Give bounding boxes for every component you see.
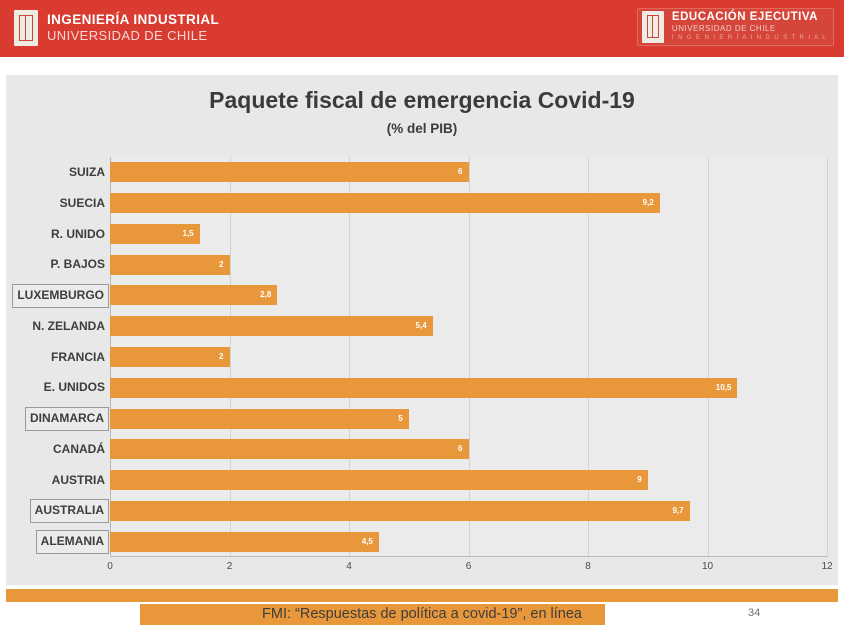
- bar-row: [59, 188, 827, 219]
- bar-row: [34, 495, 827, 526]
- header-left-line2: UNIVERSIDAD DE CHILE: [47, 28, 208, 43]
- x-axis-tick-label: 0: [107, 561, 113, 572]
- bar-row: [50, 249, 827, 280]
- category-label: FRANCIA: [51, 349, 105, 364]
- bar-row: [51, 465, 827, 496]
- university-crest-icon: [14, 10, 38, 46]
- bar-value-label: 6: [458, 167, 463, 177]
- bar-value-label: 6: [458, 444, 463, 454]
- chart-subtitle: (% del PIB): [386, 121, 458, 136]
- bar-value-label: 5: [398, 413, 403, 423]
- page-number: 34: [748, 607, 761, 619]
- bar: [110, 162, 469, 182]
- x-axis-tick-label: 6: [465, 561, 472, 572]
- bar-value-label: 9: [637, 475, 642, 485]
- bar: [110, 501, 690, 521]
- bar: [110, 224, 200, 244]
- x-axis-tick-label: 8: [585, 561, 591, 572]
- x-axis-tick-label: 2: [226, 561, 233, 572]
- header-left-line1: INGENIERÍA INDUSTRIAL: [47, 12, 220, 27]
- header-right-line3: I N G E N I E R Í A I N D U S T R I A L: [671, 35, 827, 41]
- category-label: R. UNIDO: [51, 226, 105, 241]
- bar-row: [40, 526, 827, 557]
- bar-value-label: 9,7: [672, 505, 684, 515]
- category-label: AUSTRALIA: [30, 499, 109, 523]
- category-label: E. UNIDOS: [43, 380, 105, 395]
- bar-row: [43, 372, 827, 403]
- header-left-brand: [14, 10, 219, 46]
- bar: [110, 285, 277, 305]
- bar: [110, 532, 379, 552]
- bar-value-label: 2: [219, 351, 224, 361]
- bar: [110, 347, 230, 367]
- category-label: N. ZELANDA: [32, 318, 105, 333]
- gridline: [827, 157, 828, 557]
- category-label: LUXEMBURGO: [12, 284, 109, 308]
- university-crest-icon: [642, 11, 664, 43]
- x-axis-tick-label: 10: [701, 561, 714, 572]
- bar-value-label: 9,2: [642, 198, 654, 208]
- bar-row: [51, 219, 827, 250]
- bar-row: [32, 311, 827, 342]
- source-note: FMI: “Respuestas de política a covid-19”, en línea: [262, 606, 582, 622]
- category-label: ALEMANIA: [36, 530, 109, 554]
- bar-chart-plot-area: [17, 157, 833, 572]
- chart-panel: [6, 75, 838, 585]
- category-label: P. BAJOS: [50, 257, 105, 272]
- bar-row: [53, 434, 827, 465]
- bar-value-label: 4,5: [361, 536, 373, 546]
- x-axis-tick-label: 12: [821, 561, 833, 572]
- category-label: CANADÁ: [53, 441, 105, 456]
- footer-accent-bar: [6, 589, 838, 602]
- bar-row: [30, 403, 827, 434]
- category-label: AUSTRIA: [51, 472, 105, 487]
- bar-row: [51, 342, 827, 373]
- bar: [110, 470, 648, 490]
- category-label: SUIZA: [69, 165, 105, 179]
- chart-title: Paquete fiscal de emergencia Covid-19: [209, 87, 635, 113]
- bar-value-label: 2: [219, 259, 224, 269]
- header-right-line2: UNIVERSIDAD DE CHILE: [671, 24, 776, 33]
- bar: [110, 439, 469, 459]
- bar-value-label: 1,5: [182, 228, 194, 238]
- brand-header: [0, 0, 844, 57]
- bar-row: [17, 280, 827, 311]
- category-label: DINAMARCA: [25, 407, 109, 431]
- bar: [110, 193, 660, 213]
- x-axis-tick-label: 4: [346, 561, 352, 572]
- header-right-line1: EDUCACIÓN EJECUTIVA: [671, 11, 818, 23]
- bar: [110, 255, 230, 275]
- bar: [110, 409, 409, 429]
- bar-value-label: 2,8: [260, 290, 272, 300]
- bar-value-label: 10,5: [715, 382, 732, 392]
- bar-row: [69, 157, 827, 188]
- bar-value-label: 5,4: [415, 321, 427, 331]
- header-right-brand: [637, 8, 834, 46]
- category-label: SUECIA: [59, 195, 105, 210]
- bar: [110, 316, 433, 336]
- bar: [110, 378, 737, 398]
